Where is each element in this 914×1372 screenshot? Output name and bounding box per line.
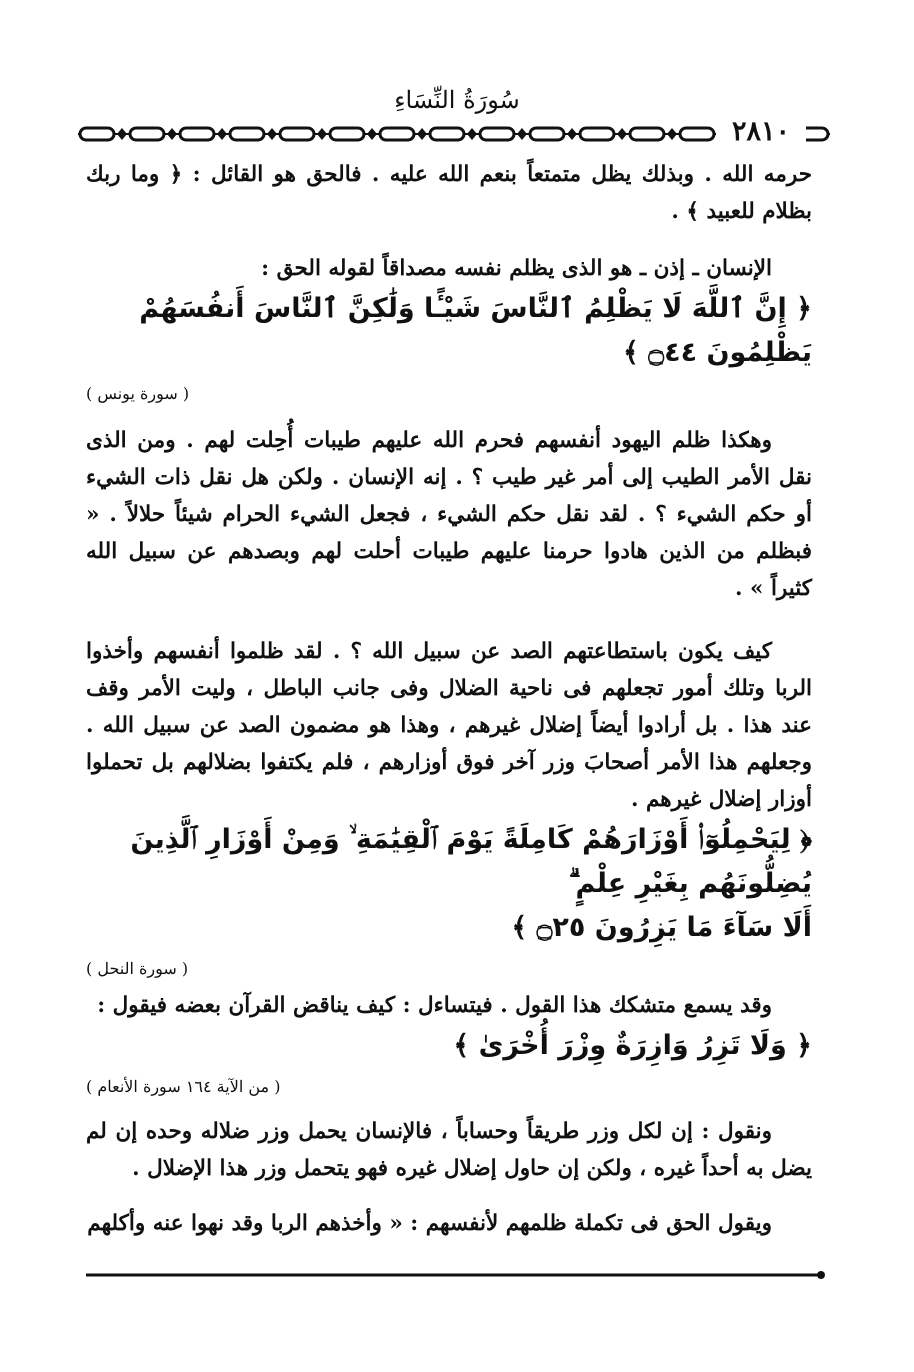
paragraph: ويقول الحق فى تكملة ظلمهم لأنفسهم : « وأخذهم الربا وقد نهوا عنه وأكلهم — [87, 1211, 772, 1236]
page-number: ٢٨١٠ — [716, 118, 806, 146]
paragraph: الإنسان ـ إذن ـ هو الذى يظلم نفسه مصداقاً لقوله الحق : — [261, 256, 772, 281]
paragraph: وهكذا ظلم اليهود أنفسهم فحرم الله عليهم طيبات أُحِلت لهم . ومن الذى نقل الأمر الطيب إلى أمر غير طيب ؟ . إنه الإنسان . ولكن هل نقل ذات الشيء أو حكم الشيء ؟ . لقد نقل حكم الشيء ، فجعل الشيء الحرام شيئاً حلالاً . « فبظلم من الذين هادوا حرمنا عليهم طيبات أحلت لهم وبصدهم عن سبيل الله كثيراً » . — [86, 428, 812, 601]
surah-title: سُورَةُ النِّسَاءِ — [394, 86, 520, 114]
verse-reference: ( سورة يونس ) — [86, 384, 190, 403]
verse-reference: ( سورة النحل ) — [86, 959, 189, 978]
paragraph: ونقول : إن لكل وزر طريقاً وحساباً ، فالإنسان يحمل وزر ضلاله وحده إن لم يضل به أحداً غيره ، ولكن إن حاول إضلال غيره فهو يتحمل وزر هذا الإضلال . — [86, 1119, 812, 1181]
quran-verse-continuation: أَلَا سَآءَ مَا يَزِرُونَ ۝٢٥ ﴾ — [511, 912, 812, 943]
quran-verse: ﴿ وَلَا تَزِرُ وَازِرَةٌ وِزْرَ أُخْرَىٰ ﴾ — [453, 1030, 812, 1061]
paragraph: كيف يكون باستطاعتهم الصد عن سبيل الله ؟ . لقد ظلموا أنفسهم وأخذوا الربا وتلك أمور تجعلهم فى ناحية الضلال وفى جانب الباطل ، وليت الأمر وقف عند هذا . بل أرادوا أيضاً إضلال غيرهم ، وهذا هو مضمون الصد عن سبيل الله . وجعلهم هذا الأمر أصحابَ وزر آخر فوق أوزارهم ، فلم يكتفوا بضلالهم بل تحملوا أوزار إضلال غيرهم . — [86, 639, 812, 812]
footer-rule — [86, 1270, 826, 1280]
quran-verse: ﴿ لِيَحْمِلُوٓا۟ أَوْزَارَهُمْ كَامِلَةً يَوْمَ ٱلْقِيَٰمَةِ ۙ وَمِنْ أَوْزَارِ ٱلَّذِينَ يُضِلُّونَهُم بِغَيْرِ عِلْمٍ ۗ — [130, 824, 812, 899]
paragraph: وقد يسمع متشكك هذا القول . فيتساءل : كيف يناقض القرآن بعضه فيقول : — [97, 993, 772, 1018]
page-body — [86, 156, 812, 1242]
quran-verse: ﴿ إِنَّ ٱللَّهَ لَا يَظْلِمُ ٱلنَّاسَ شَيْـًٔا وَلَٰكِنَّ ٱلنَّاسَ أَنفُسَهُمْ يَظْلِمُونَ ۝٤٤ ﴾ — [139, 293, 812, 368]
paragraph: حرمه الله . وبذلك يظل متمتعاً بنعم الله عليه . فالحق هو القائل : ﴿ وما ربك بظلام للعبيد ﴾ . — [86, 162, 812, 224]
verse-reference: ( من الآية ١٦٤ سورة الأنعام ) — [86, 1077, 281, 1096]
